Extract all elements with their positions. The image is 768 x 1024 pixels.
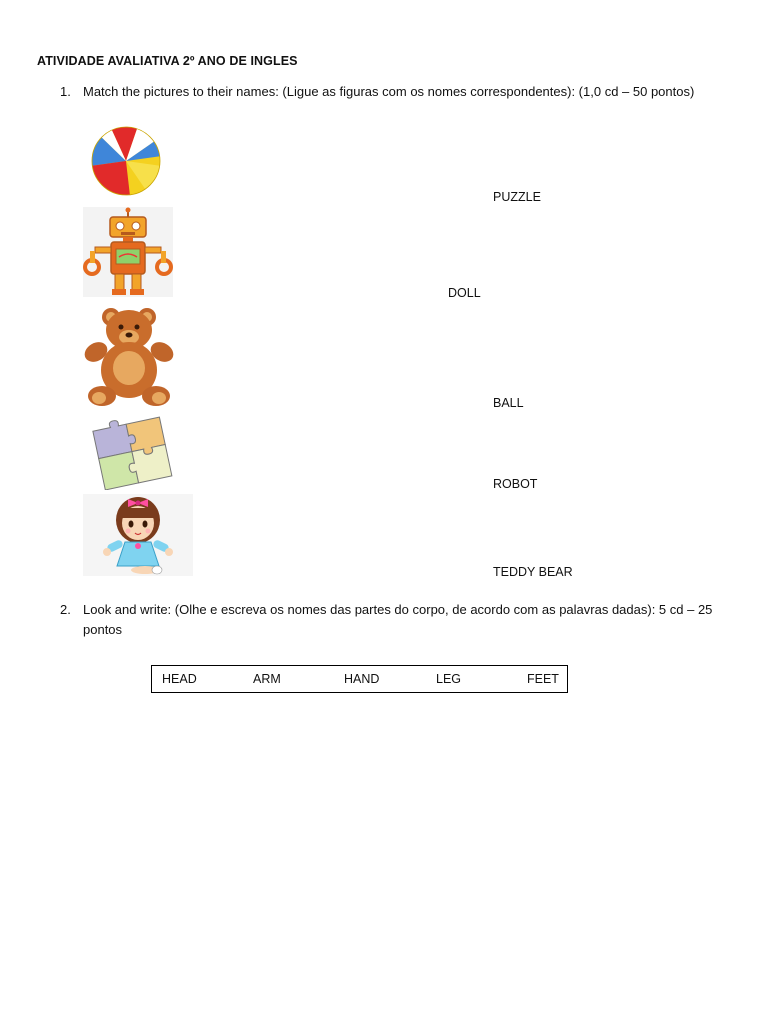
word-ball: BALL bbox=[493, 396, 524, 410]
word-doll: DOLL bbox=[448, 286, 481, 300]
word-teddy-bear: TEDDY BEAR bbox=[493, 565, 573, 579]
word-robot: ROBOT bbox=[493, 477, 538, 491]
puzzle-picture bbox=[86, 414, 174, 490]
word-bank-leg: LEG bbox=[436, 672, 462, 686]
word-bank-arm: ARM bbox=[253, 672, 281, 686]
question-2-number: 2. bbox=[60, 602, 71, 617]
question-1-text: Match the pictures to their names: (Ligue as figuras com os nomes correspondentes): (1,0 cd – 50 pontos) bbox=[83, 84, 695, 99]
worksheet-title: ATIVIDADE AVALIATIVA 2º ANO DE INGLES bbox=[37, 54, 298, 68]
question-1-number: 1. bbox=[60, 84, 71, 99]
word-bank-box bbox=[151, 665, 568, 693]
word-bank-hand: HAND bbox=[344, 672, 380, 686]
ball-picture bbox=[90, 126, 162, 196]
robot-picture bbox=[83, 207, 173, 297]
word-bank-head: HEAD bbox=[162, 672, 197, 686]
word-puzzle: PUZZLE bbox=[493, 190, 541, 204]
question-2-text: Look and write: (Olhe e escreva os nomes das partes do corpo, de acordo com as palavras dadas): 5 cd – 25 pontos bbox=[83, 602, 713, 637]
teddy-bear-picture bbox=[84, 304, 174, 408]
doll-picture bbox=[83, 494, 193, 576]
word-bank-feet: FEET bbox=[527, 672, 559, 686]
